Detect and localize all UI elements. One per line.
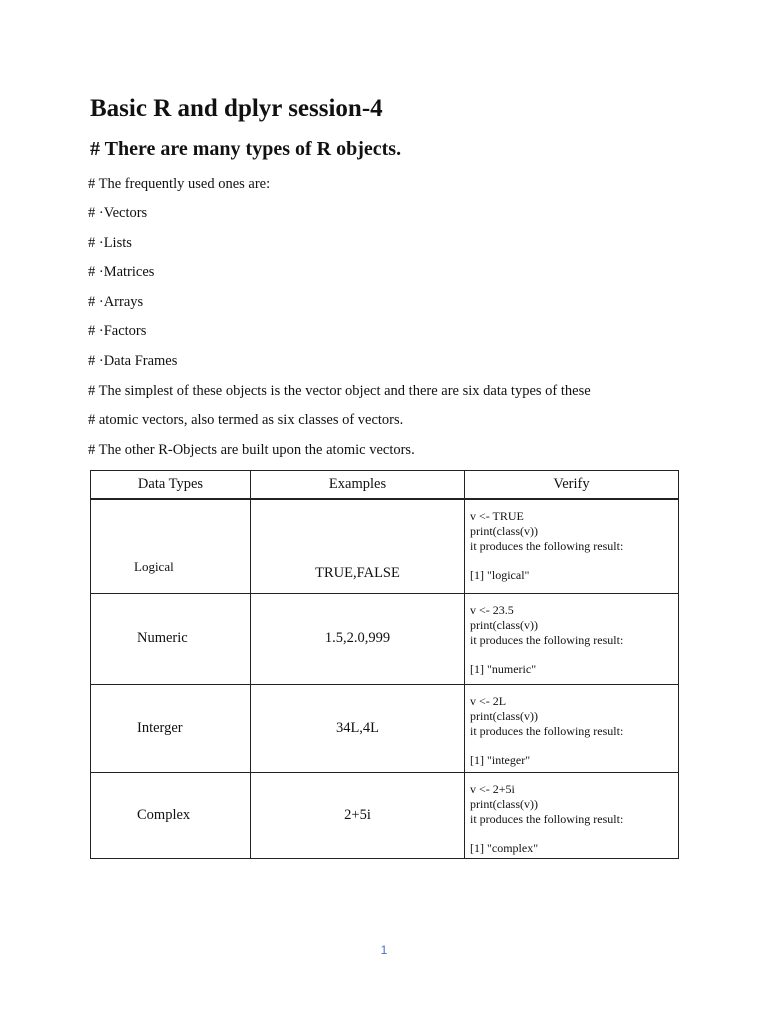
verify-cell bbox=[465, 593, 679, 684]
spacer bbox=[470, 648, 678, 662]
spacer bbox=[470, 739, 678, 753]
page-number: 1 bbox=[380, 943, 388, 957]
body-line: # ·Data Frames bbox=[88, 353, 178, 369]
type-cell: Interger bbox=[91, 684, 251, 772]
body-line: # The simplest of these objects is the vector object and there are six data types of these bbox=[88, 383, 591, 399]
data-types-table bbox=[90, 470, 679, 859]
example-cell: 34L,4L bbox=[251, 684, 465, 772]
table-row bbox=[91, 684, 679, 772]
page-title: Basic R and dplyr session-4 bbox=[90, 95, 383, 122]
type-cell: Complex bbox=[91, 772, 251, 858]
column-header-data-types: Data Types bbox=[91, 471, 251, 500]
body-line: # ·Matrices bbox=[88, 264, 155, 280]
body-line: # ·Arrays bbox=[88, 294, 144, 310]
verify-code-line: print(class(v)) bbox=[470, 617, 538, 632]
verify-code-line: print(class(v)) bbox=[470, 708, 538, 723]
verify-result-line: [1] "numeric" bbox=[470, 661, 537, 676]
verify-code-line: it produces the following result: bbox=[470, 632, 624, 647]
table-row bbox=[91, 772, 679, 858]
type-cell: Numeric bbox=[91, 593, 251, 684]
example-cell: 1.5,2.0,999 bbox=[251, 593, 465, 684]
verify-code-line: print(class(v)) bbox=[470, 524, 538, 538]
verify-code-line: v <- 2L bbox=[470, 693, 507, 708]
verify-cell bbox=[465, 499, 679, 593]
verify-code-line: v <- TRUE bbox=[470, 509, 524, 523]
spacer bbox=[470, 554, 678, 568]
body-line: # ·Factors bbox=[88, 323, 147, 339]
verify-result-line: [1] "complex" bbox=[470, 840, 539, 855]
section-heading: # There are many types of R objects. bbox=[90, 138, 402, 160]
verify-result-line: [1] "logical" bbox=[470, 568, 530, 582]
body-text bbox=[90, 0, 690, 470]
verify-cell bbox=[465, 772, 679, 858]
verify-code-line: it produces the following result: bbox=[470, 539, 624, 553]
body-line: # atomic vectors, also termed as six classes of vectors. bbox=[88, 412, 404, 428]
table-header-row bbox=[91, 471, 679, 500]
spacer bbox=[470, 827, 678, 841]
type-cell: Logical bbox=[91, 499, 251, 593]
verify-code-line: v <- 2+5i bbox=[470, 781, 515, 796]
column-header-examples: Examples bbox=[251, 471, 465, 500]
example-cell: 2+5i bbox=[251, 772, 465, 858]
body-line: # ·Vectors bbox=[88, 205, 148, 221]
verify-code-line: it produces the following result: bbox=[470, 723, 624, 738]
body-line: # ·Lists bbox=[88, 235, 132, 251]
table-row bbox=[91, 499, 679, 593]
example-cell: TRUE,FALSE bbox=[251, 499, 465, 593]
verify-code-line: it produces the following result: bbox=[470, 811, 624, 826]
body-line: # The other R-Objects are built upon the atomic vectors. bbox=[88, 442, 415, 458]
verify-cell bbox=[465, 684, 679, 772]
verify-result-line: [1] "integer" bbox=[470, 752, 531, 767]
column-header-verify: Verify bbox=[465, 471, 679, 500]
verify-code-line: v <- 23.5 bbox=[470, 602, 514, 617]
table-row bbox=[91, 593, 679, 684]
body-line: # The frequently used ones are: bbox=[88, 176, 271, 192]
verify-code-line: print(class(v)) bbox=[470, 796, 538, 811]
